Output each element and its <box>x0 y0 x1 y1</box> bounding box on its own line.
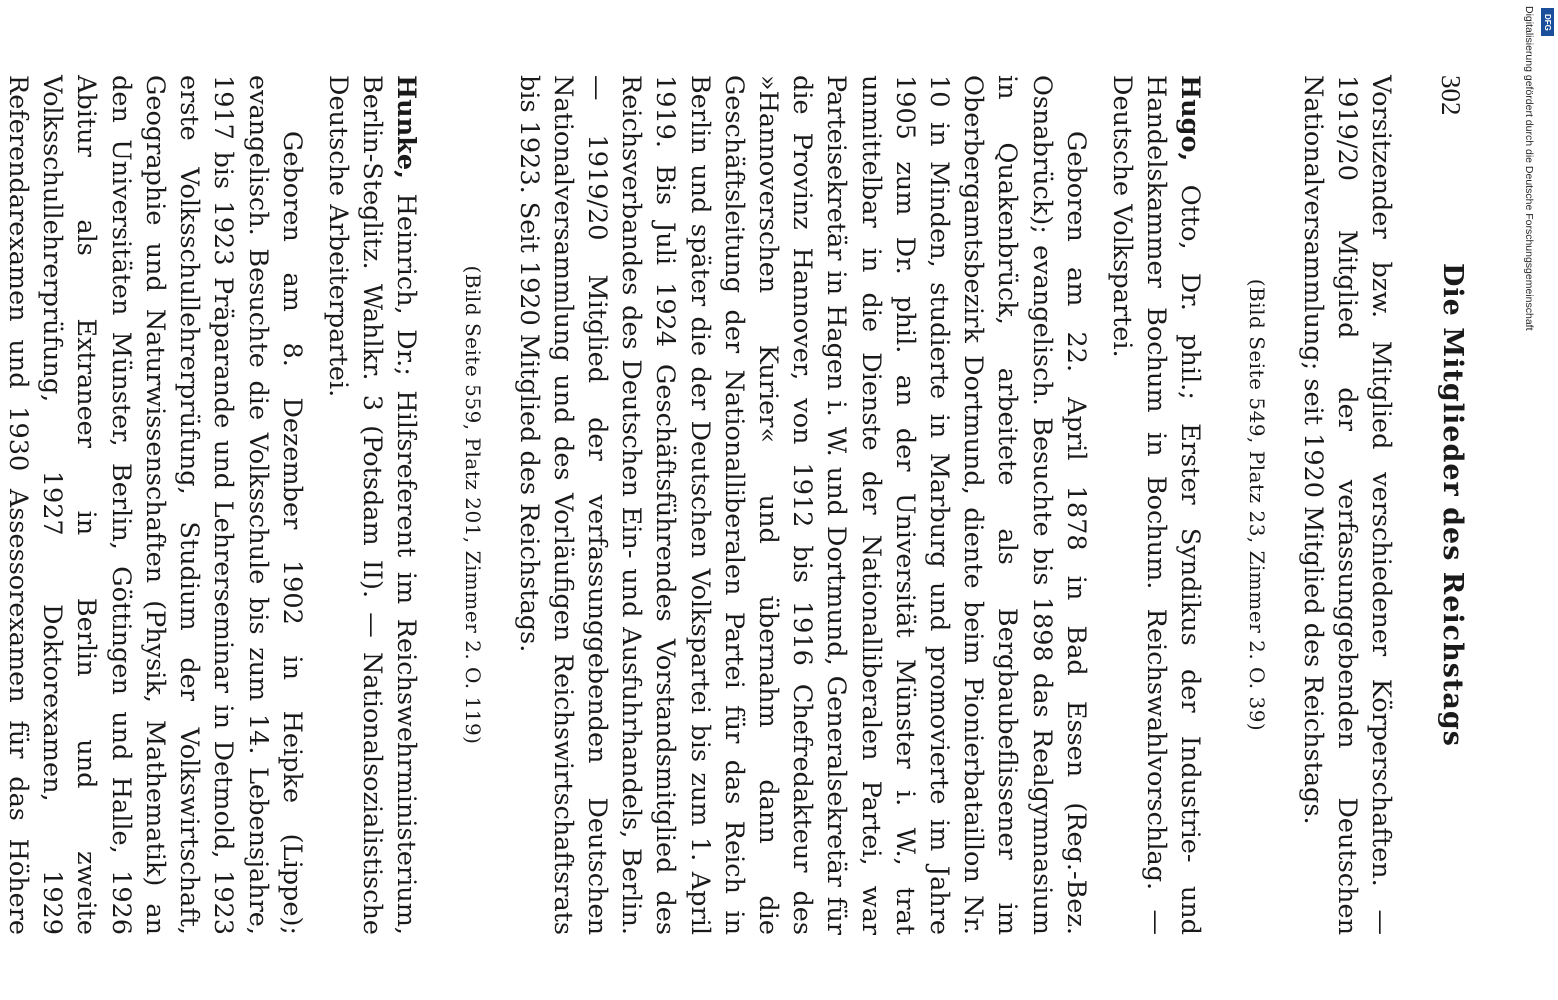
digitization-note <box>1519 6 1555 996</box>
page-content <box>0 75 1468 935</box>
entry-name: Hugo, <box>1175 75 1206 162</box>
dfg-logo: DFG <box>1541 8 1554 36</box>
digitization-note-text: Digitalisierung gefördert durch die Deutsche Forschungsgemeinschaft <box>1523 6 1535 331</box>
page-number: 302 <box>1436 75 1466 116</box>
entry-name: Hunke, <box>391 75 422 179</box>
entry-intro-text: Heinrich, Dr.; Hilfsreferent im Reichswehrministerium, Berlin-Steglitz. Wahlkr. 3 (Potsdam II). — Nationalsozialistische Deutsche Arbeiterpartei. <box>322 75 422 935</box>
spacer <box>1093 75 1105 935</box>
spacer <box>1398 75 1428 935</box>
image-caption: (Bild Seite 549, Platz 23, Zimmer 2. O. 39) <box>1245 278 1270 732</box>
entry-hunke-intro <box>321 75 424 935</box>
entry-hugo-intro <box>1105 75 1208 935</box>
entry-hugo-bio: Geboren am 22. April 1878 in Bad Essen (Reg.-Bez. Osnabrück); evangelisch. Besuchte bis 1898 das Realgymnasium in Quakenbrück, arbeitete als Bergbaubeflissener im Oberbergamtsbezirk Dortmund, diente beim Pionierbataillon Nr. 10 in Minden, studierte in Marburg und promovierte im Jahre 1905 zum Dr. phil. an der Universität Münster i. W., trat unmittelbar in die Dienste der Nationalliberalen Partei, war Parteisekretär in Hagen i. W. und Dortmund, Generalsekretär für die Provinz Hannover, von 1912 bis 1916 Chefredakteur des »Hannoverschen Kurier« und übernahm dann die Geschäftsleitung der Nationalliberalen Partei für das Reich in Berlin und später die der Deutschen Volkspartei bis zum 1. April 1919. Bis Juli 1924 Geschäftsführendes Vorstandsmitglied des Reichsverbandes des Deutschen Ein- und Ausfuhrhandels, Berlin. — 1919/20 Mitglied der verfassunggebenden Deutschen Nationalversammlung und des Vorläufigen Reichswirtschaftsrats bis 1923. Seit 1920 Mitglied des Reichstags. <box>513 75 1091 935</box>
entry-intro-text: Otto, Dr. phil.; Erster Syndikus der Industrie- und Handelskammer Bochum in Bochum. Reichswahlvorschlag. — Deutsche Volkspartei. <box>1106 75 1206 936</box>
running-title: Die Mitglieder des Reichstags <box>1437 263 1468 747</box>
entry-continuation: Vorsitzender bzw. Mitglied verschiedener Körperschaften. — 1919/20 Mitglied der verfassunggebenden Deutschen Nationalversammlung; seit 1920 Mitglied des Reichstags. <box>1297 75 1396 935</box>
image-caption: (Bild Seite 559, Platz 201, Zimmer 2. O. 119) <box>461 265 486 745</box>
spacer <box>309 75 321 935</box>
entry-hunke-bio: Geboren am 8. Dezember 1902 in Heipke (Lippe); evangelisch. Besuchte die Volksschule bis zum 14. Lebensjahre, 1917 bis 1923 Präparande und Lehrerseminar in Detmold, 1923 erste Volksschullehrerprüfung, Studium der Volkswirtschaft, Geographie und Naturwissenschaften (Physik, Mathematik) an den Universitäten Münster, Berlin, Göttingen und Halle, 1926 Abitur als Extraneer in Berlin und zweite Volksschullehrerprüfung, 1927 Doktorexamen, 1929 Referendarexamen und 1930 Assessorexamen für das Höhere <box>3 75 307 935</box>
page-header <box>1428 75 1468 935</box>
